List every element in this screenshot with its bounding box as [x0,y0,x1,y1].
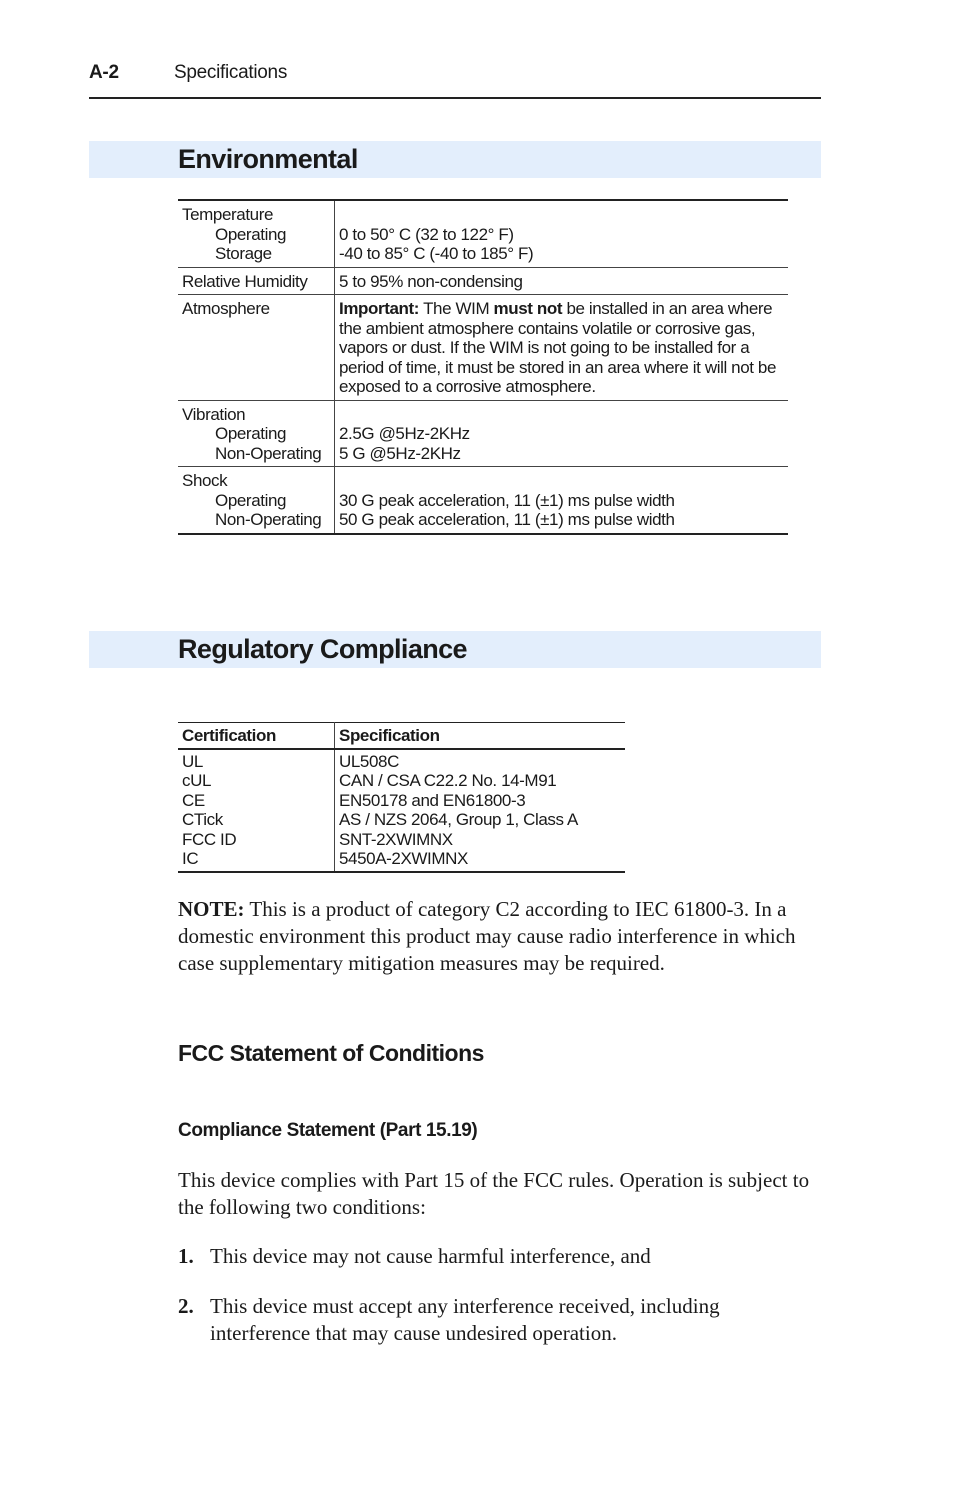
vibration-label: Vibration [182,404,246,424]
certification-ic: IC [182,849,199,868]
list-text: This device may not cause harmful interference, and [210,1244,651,1268]
specification-column-header: Specification [335,723,626,749]
vibration-values [335,400,789,467]
note-label: NOTE: [178,897,245,921]
non-operating-label: Non-Operating [215,510,322,529]
fcc-subheading: Compliance Statement (Part 15.19) [178,1120,478,1141]
operating-label: Operating [215,224,287,244]
must-not-emphasis: must not [493,299,563,318]
humidity-label: Relative Humidity [178,267,335,295]
regulatory-heading: Regulatory Compliance [178,634,467,664]
operating-label: Operating [215,424,287,443]
fcc-heading: FCC Statement of Conditions [178,1040,484,1066]
specification-fcc-id: SNT-2XWIMNX [339,829,453,849]
regulatory-heading-band [89,631,821,668]
note-text: This is a product of category C2 according to IEC 61800-3. In a domestic environment this product may cause radio interference in which case supplementary mitigation measures may be required. [178,897,796,975]
operating-label: Operating [215,490,287,510]
table-header-row [178,723,625,749]
list-text: This device must accept any interference received, including interference that may cause undesired operation. [210,1294,720,1345]
section-title: Specifications [174,62,288,83]
shock-labels [178,467,335,534]
environmental-table [178,199,788,535]
table-row [178,400,788,467]
storage-temperature: -40 to 85° C (-40 to 185° F) [339,244,534,263]
operating-shock: 30 G peak acceleration, 11 (±1) ms pulse width [339,490,675,510]
atmosphere-text-2: be installed in an area where the ambient atmosphere contains volatile or corrosive gas, vapors or dust. If the WIM is not going to be installed for a period of time, it must be stored in an area where it will not be exposed to a corrosive atmosphere. [339,299,777,396]
atmosphere-text-1: The WIM [419,299,494,318]
table-row [178,200,788,267]
table-row [178,467,788,534]
storage-label: Storage [215,244,272,263]
temperature-values [335,200,789,267]
specification-ctick: AS / NZS 2064, Group 1, Class A [339,810,578,829]
environmental-heading-band [89,141,821,178]
regulatory-table [178,722,625,873]
table-row [178,267,788,295]
humidity-value: 5 to 95% non-condensing [335,267,789,295]
important-label: Important: [339,299,420,318]
shock-label: Shock [182,471,228,490]
vibration-labels [178,400,335,467]
specification-cul: CAN / CSA C22.2 No. 14-M91 [339,771,557,790]
certification-fcc-id: FCC ID [182,829,237,849]
temperature-labels [178,200,335,267]
certification-cell [178,749,335,872]
list-number: 2. [178,1294,194,1318]
specification-ic: 5450A-2XWIMNX [339,849,468,868]
list-number: 1. [178,1244,194,1268]
atmosphere-label: Atmosphere [178,295,335,401]
certification-cul: cUL [182,771,212,790]
specification-ul: UL508C [339,751,399,771]
certification-ce: CE [182,790,205,810]
certification-ul: UL [182,751,203,771]
operating-vibration: 2.5G @5Hz-2KHz [339,424,470,443]
non-operating-label: Non-Operating [215,443,322,463]
page-header [89,60,821,99]
table-row [178,295,788,401]
environmental-heading: Environmental [178,144,358,174]
regulatory-note [178,896,823,977]
temperature-label: Temperature [182,205,274,224]
atmosphere-value [335,295,789,401]
shock-values [335,467,789,534]
specification-ce: EN50178 and EN61800-3 [339,790,526,810]
non-operating-shock: 50 G peak acceleration, 11 (±1) ms pulse width [339,510,675,529]
operating-temperature: 0 to 50° C (32 to 122° F) [339,224,514,244]
non-operating-vibration: 5 G @5Hz-2KHz [339,443,461,463]
certification-ctick: CTick [182,810,223,829]
list-item [178,1293,823,1347]
list-item [178,1243,823,1270]
fcc-intro: This device complies with Part 15 of the FCC rules. Operation is subject to the following two conditions: [178,1168,810,1219]
specification-cell [335,749,626,872]
certification-column-header: Certification [178,723,335,749]
page-number: A-2 [89,62,119,83]
table-row [178,749,625,872]
